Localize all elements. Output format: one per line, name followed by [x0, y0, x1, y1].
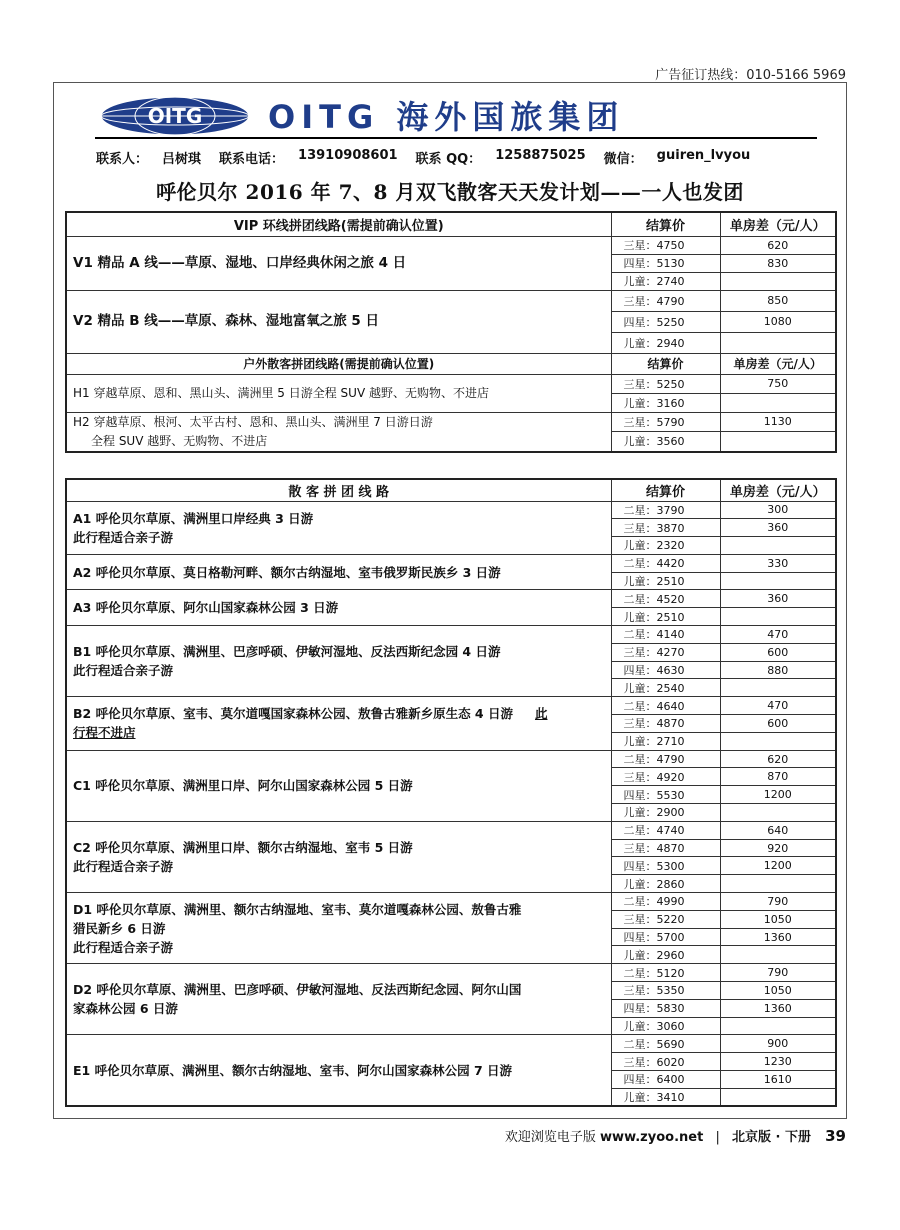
- table-row: [66, 501, 836, 519]
- settlement-price: 儿童：3560: [611, 432, 720, 452]
- single-room-supplement: 470: [720, 697, 836, 715]
- settlement-price: 二星：4790: [611, 750, 720, 768]
- single-room-supplement: 360: [720, 590, 836, 608]
- table-row: [66, 590, 836, 608]
- route-title: H2 穿越草原、根河、太平古村、恩和、黑山头、满洲里 7 日游日游: [73, 414, 433, 429]
- table-header-row: [66, 212, 836, 236]
- single-room-supplement: 620: [720, 750, 836, 768]
- contact-phone-label: 联系电话：: [219, 152, 285, 167]
- settlement-price: 三星：5790: [611, 412, 720, 432]
- route-note: 行程不进店: [73, 725, 136, 741]
- route-title: C1 呼伦贝尔草原、满洲里口岸、阿尔山国家森林公园 5 日游: [73, 778, 413, 794]
- single-room-supplement: 640: [720, 821, 836, 839]
- settlement-price: 四星：5700: [611, 928, 720, 946]
- col-price-header: 结算价: [611, 479, 720, 501]
- single-room-supplement: [720, 537, 836, 555]
- settlement-price: 三星：4870: [611, 839, 720, 857]
- settlement-price: 儿童：2900: [611, 804, 720, 822]
- contact-bar: [96, 148, 816, 167]
- settlement-price: 二星：5690: [611, 1035, 720, 1053]
- settlement-price: 三星：4270: [611, 643, 720, 661]
- settlement-price: 儿童：2940: [611, 332, 720, 353]
- settlement-price: 二星：4990: [611, 893, 720, 911]
- table-row: [66, 554, 836, 572]
- col-price-subheader: 结算价: [611, 353, 720, 374]
- route-subtitle-text: 全程 SUV 越野、无购物、不进店: [91, 433, 268, 448]
- route-name: [66, 626, 611, 697]
- ad-hotline: 广告征订热线：010-5166 5969: [655, 68, 846, 83]
- route-note-start: 此: [534, 706, 548, 722]
- settlement-price: 四星：4630: [611, 661, 720, 679]
- table-row: [66, 290, 836, 311]
- single-room-supplement: [720, 393, 836, 412]
- col-diff-header: 单房差（元/人）: [720, 479, 836, 501]
- single-room-supplement: 1360: [720, 928, 836, 946]
- route-title: C2 呼伦贝尔草原、满洲里口岸、额尔古纳湿地、室韦 5 日游: [73, 839, 413, 855]
- settlement-price: 儿童：2740: [611, 272, 720, 290]
- route-title: D2 呼伦贝尔草原、满洲里、巴彦呼硕、伊敏河湿地、反法西斯纪念园、阿尔山国: [73, 982, 522, 998]
- settlement-price: 二星：4520: [611, 590, 720, 608]
- single-room-supplement: 1360: [720, 999, 836, 1017]
- route-name: [66, 1035, 611, 1106]
- settlement-price: 儿童：2540: [611, 679, 720, 697]
- single-room-supplement: 1050: [720, 982, 836, 1000]
- contact-qq: 1258875025: [495, 148, 586, 163]
- route-title: D1 呼伦贝尔草原、满洲里、额尔古纳湿地、室韦、莫尔道嘎森林公园、敖鲁古雅: [73, 901, 522, 917]
- route-note: 此行程适合亲子游: [73, 663, 174, 679]
- page-title: 呼伦贝尔 2016 年 7、8 月双飞散客天天发计划——一人也发团: [156, 180, 744, 204]
- col-route-header: VIP 环线拼团线路(需提前确认位置): [66, 212, 611, 236]
- route-title: E1 呼伦贝尔草原、满洲里、额尔古纳湿地、室韦、阿尔山国家森林公园 7 日游: [73, 1062, 512, 1078]
- single-room-supplement: 470: [720, 626, 836, 644]
- route-name: [66, 290, 611, 353]
- route-name: [66, 412, 611, 452]
- col-diff-subheader: 单房差（元/人）: [720, 353, 836, 374]
- contact-wechat-label: 微信：: [603, 152, 643, 167]
- contact-wechat: guiren_lvyou: [656, 148, 751, 163]
- single-room-supplement: 600: [720, 643, 836, 661]
- table-row: [66, 697, 836, 715]
- route-name: [66, 501, 611, 554]
- single-room-supplement: 1200: [720, 786, 836, 804]
- logo-divider: [95, 137, 817, 139]
- col-diff-header: 单房差（元/人）: [720, 212, 836, 236]
- route-title: [73, 704, 605, 723]
- table-row: [66, 412, 836, 432]
- route-name: [66, 697, 611, 750]
- single-room-supplement: 620: [720, 236, 836, 254]
- table-subheader-row: [66, 353, 836, 374]
- route-name: [66, 236, 611, 290]
- table-row: [66, 750, 836, 768]
- settlement-price: 四星：5130: [611, 254, 720, 272]
- settlement-price: 二星：4640: [611, 697, 720, 715]
- single-room-supplement: 300: [720, 501, 836, 519]
- single-room-supplement: 870: [720, 768, 836, 786]
- route-name: [66, 750, 611, 821]
- route-subtitle: [73, 432, 605, 451]
- single-room-supplement: [720, 572, 836, 590]
- single-room-supplement: 1200: [720, 857, 836, 875]
- footer-site-link[interactable]: www.zyoo.net: [600, 1130, 704, 1145]
- single-room-supplement: 1230: [720, 1053, 836, 1071]
- single-room-supplement: 1130: [720, 412, 836, 432]
- table-header-row: [66, 479, 836, 501]
- single-room-supplement: [720, 608, 836, 626]
- settlement-price: 三星：5250: [611, 374, 720, 393]
- settlement-price: 三星：4920: [611, 768, 720, 786]
- route-name: [66, 821, 611, 892]
- single-room-supplement: 850: [720, 290, 836, 311]
- table-row: [66, 1035, 836, 1053]
- settlement-price: 三星：5350: [611, 982, 720, 1000]
- route-name: [66, 554, 611, 590]
- table-row: [66, 236, 836, 254]
- contact-qq-label: 联系 QQ：: [415, 152, 482, 167]
- settlement-price: 三星：5220: [611, 910, 720, 928]
- single-room-supplement: 600: [720, 715, 836, 733]
- single-room-supplement: 330: [720, 554, 836, 572]
- route-title: A1 呼伦贝尔草原、满洲里口岸经典 3 日游: [73, 510, 314, 526]
- route-name: [66, 964, 611, 1035]
- settlement-price: 三星：4790: [611, 290, 720, 311]
- settlement-price: 四星：5830: [611, 999, 720, 1017]
- single-room-supplement: 1610: [720, 1071, 836, 1089]
- settlement-price: 儿童：2710: [611, 732, 720, 750]
- route-title: V1 精品 A 线——草原、湿地、口岸经典休闲之旅 4 日: [73, 254, 407, 271]
- settlement-price: 儿童：3060: [611, 1017, 720, 1035]
- page-number: 39: [825, 1127, 846, 1145]
- single-room-supplement: [720, 1088, 836, 1106]
- single-room-supplement: 920: [720, 839, 836, 857]
- route-title: A3 呼伦贝尔草原、阿尔山国家森林公园 3 日游: [73, 600, 339, 616]
- route-name: [66, 893, 611, 964]
- contact-person: 吕树琪: [162, 152, 202, 167]
- settlement-price: 儿童：2510: [611, 572, 720, 590]
- single-room-supplement: [720, 946, 836, 964]
- single-room-supplement: [720, 875, 836, 893]
- logo-mark-text: OITG: [147, 104, 203, 128]
- route-title-text: B2 呼伦贝尔草原、室韦、莫尔道嘎国家森林公园、敖鲁古雅新乡原生态 4 日游: [73, 706, 513, 722]
- settlement-price: 四星：5300: [611, 857, 720, 875]
- table-row: [66, 821, 836, 839]
- single-room-supplement: 360: [720, 519, 836, 537]
- single-room-supplement: 900: [720, 1035, 836, 1053]
- settlement-price: 二星：4420: [611, 554, 720, 572]
- single-room-supplement: 1080: [720, 311, 836, 332]
- contact-person-label: 联系人：: [96, 152, 149, 167]
- single-room-supplement: 790: [720, 964, 836, 982]
- settlement-price: 三星：4870: [611, 715, 720, 733]
- contact-phone: 13910908601: [298, 148, 398, 163]
- route-name: [66, 374, 611, 412]
- route-title: V2 精品 B 线——草原、森林、湿地富氧之旅 5 日: [73, 313, 380, 329]
- table-row: [66, 964, 836, 982]
- settlement-price: 儿童：2860: [611, 875, 720, 893]
- route-note: 此行程适合亲子游: [73, 529, 174, 545]
- footer-welcome: 欢迎浏览电子版: [504, 1130, 596, 1145]
- single-room-supplement: 750: [720, 374, 836, 393]
- route-title: H1 穿越草原、恩和、黑山头、满洲里 5 日游全程 SUV 越野、无购物、不进店: [73, 385, 489, 400]
- settlement-price: 三星：6020: [611, 1053, 720, 1071]
- route-title: B1 呼伦贝尔草原、满洲里、巴彦呼硕、伊敏河湿地、反法西斯纪念园 4 日游: [73, 644, 501, 660]
- scattered-tour-table: [65, 478, 837, 1107]
- single-room-supplement: 830: [720, 254, 836, 272]
- settlement-price: 二星：5120: [611, 964, 720, 982]
- single-room-supplement: [720, 804, 836, 822]
- single-room-supplement: [720, 332, 836, 353]
- route-note: 此行程适合亲子游: [73, 858, 174, 874]
- settlement-price: 二星：4740: [611, 821, 720, 839]
- settlement-price: 二星：3790: [611, 501, 720, 519]
- single-room-supplement: [720, 732, 836, 750]
- single-room-supplement: [720, 679, 836, 697]
- settlement-price: 四星：5250: [611, 311, 720, 332]
- single-room-supplement: 1050: [720, 910, 836, 928]
- settlement-price: 儿童：3410: [611, 1088, 720, 1106]
- single-room-supplement: 880: [720, 661, 836, 679]
- settlement-price: 儿童：2960: [611, 946, 720, 964]
- single-room-supplement: 790: [720, 893, 836, 911]
- settlement-price: 儿童：3160: [611, 393, 720, 412]
- route-note: 此行程适合亲子游: [73, 939, 174, 955]
- single-room-supplement: [720, 432, 836, 452]
- oitg-logo: [100, 95, 820, 137]
- footer-separator: |: [715, 1130, 720, 1145]
- col-route-subheader: 户外散客拼团线路(需提前确认位置): [66, 353, 611, 374]
- route-title: A2 呼伦贝尔草原、莫日格勒河畔、额尔古纳湿地、室韦俄罗斯民族乡 3 日游: [73, 564, 501, 580]
- settlement-price: 儿童：2510: [611, 608, 720, 626]
- single-room-supplement: [720, 272, 836, 290]
- route-note: 猎民新乡 6 日游: [73, 920, 166, 936]
- table-row: [66, 374, 836, 393]
- vip-outdoor-table: [65, 211, 837, 453]
- logo-text: OITG 海外国旅集团: [268, 98, 625, 136]
- route-note: 家森林公园 6 日游: [73, 1001, 178, 1017]
- col-route-header: 散 客 拼 团 线 路: [66, 479, 611, 501]
- route-name: [66, 590, 611, 626]
- col-price-header: 结算价: [611, 212, 720, 236]
- footer-edition: 北京版 · 下册: [731, 1130, 811, 1145]
- settlement-price: 三星：4750: [611, 236, 720, 254]
- table-row: [66, 626, 836, 644]
- settlement-price: 三星：3870: [611, 519, 720, 537]
- table-row: [66, 893, 836, 911]
- settlement-price: 儿童：2320: [611, 537, 720, 555]
- page-footer: [505, 1126, 846, 1145]
- single-room-supplement: [720, 1017, 836, 1035]
- settlement-price: 二星：4140: [611, 626, 720, 644]
- settlement-price: 四星：5530: [611, 786, 720, 804]
- settlement-price: 四星：6400: [611, 1071, 720, 1089]
